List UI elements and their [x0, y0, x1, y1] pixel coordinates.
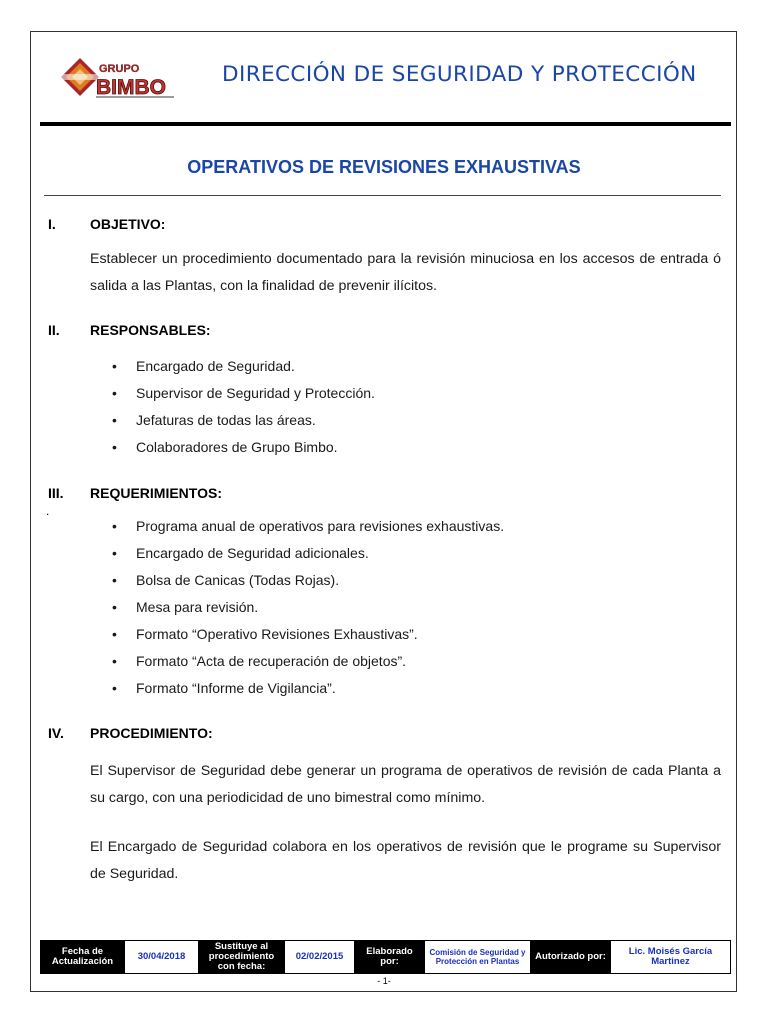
section-heading-objetivo: OBJETIVO: — [90, 216, 166, 232]
sustituye-label: Sustituye al procedimiento con fecha: — [199, 941, 285, 974]
bullet-icon: • — [112, 653, 117, 669]
bullet-icon: • — [112, 412, 117, 428]
list-item: • Formato “Informe de Vigilancia”. — [0, 675, 504, 702]
list-item: • Formato “Acta de recuperación de objetos”. — [0, 648, 504, 675]
section-number-procedimiento: IV. — [48, 725, 64, 741]
list-item: • Encargado de Seguridad. — [0, 353, 375, 380]
bullet-icon: • — [112, 572, 117, 588]
fecha-actualizacion-label: Fecha de Actualización — [41, 941, 125, 974]
document-control-footer — [40, 940, 731, 974]
bullet-icon: • — [112, 626, 117, 642]
section-number-objetivo: I. — [48, 216, 56, 232]
header-title: DIRECCIÓN DE SEGURIDAD Y PROTECCIÓN — [222, 62, 697, 87]
objetivo-paragraph: Establecer un procedimiento documentado para la revisión minuciosa en los accesos de entrada ó salida a las Plantas, con la finalidad de prevenir ilícitos. — [90, 251, 721, 294]
list-item: • Supervisor de Seguridad y Protección. — [0, 380, 375, 407]
elaborado-label: Elaborado por: — [355, 941, 425, 974]
list-item: • Bolsa de Canicas (Todas Rojas). — [0, 567, 504, 594]
document-title: OPERATIVOS DE REVISIONES EXHAUSTIVAS — [187, 157, 581, 177]
title-divider — [44, 195, 721, 196]
procedimiento-paragraph-2: El Encargado de Seguridad colabora en los operativos de revisión que le programe su Supervisor de Seguridad. — [90, 839, 721, 882]
stray-mark: . — [46, 504, 50, 518]
list-item: • Colaboradores de Grupo Bimbo. — [0, 434, 375, 461]
autorizado-value: Lic. Moisés García Martinez — [611, 941, 731, 974]
bullet-icon: • — [112, 385, 117, 401]
bullet-icon: • — [112, 518, 117, 534]
requerimientos-list — [0, 513, 504, 702]
procedimiento-paragraph-1: El Supervisor de Seguridad debe generar un programa de operativos de revisión de cada Planta a su cargo, con una periodicidad de uno bimestral como mínimo. — [90, 763, 721, 806]
svg-text:BIMBO: BIMBO — [96, 76, 166, 99]
autorizado-label: Autorizado por: — [531, 941, 611, 974]
svg-text:GRUPO: GRUPO — [99, 63, 140, 75]
bullet-icon: • — [112, 439, 117, 455]
list-item: • Mesa para revisión. — [0, 594, 504, 621]
sustituye-value: 02/02/2015 — [285, 941, 355, 974]
section-number-responsables: II. — [48, 322, 60, 338]
fecha-actualizacion-value: 30/04/2018 — [125, 941, 199, 974]
elaborado-value: Comisión de Seguridad y Protección en Plantas — [425, 941, 531, 974]
bullet-icon: • — [112, 599, 117, 615]
bullet-icon: • — [112, 680, 117, 696]
list-item: • Programa anual de operativos para revisiones exhaustivas. — [0, 513, 504, 540]
list-item: • Formato “Operativo Revisiones Exhaustivas”. — [0, 621, 504, 648]
section-heading-responsables: RESPONSABLES: — [90, 322, 211, 338]
grupo-bimbo-logo — [58, 50, 178, 102]
section-number-requerimientos: III. — [48, 485, 64, 501]
responsables-list — [0, 353, 375, 461]
header-divider — [40, 122, 731, 126]
page-number: - 1- — [377, 976, 391, 986]
list-item: • Jefaturas de todas las áreas. — [0, 407, 375, 434]
bullet-icon: • — [112, 358, 117, 374]
section-heading-procedimiento: PROCEDIMIENTO: — [90, 725, 213, 741]
list-item: • Encargado de Seguridad adicionales. — [0, 540, 504, 567]
section-heading-requerimientos: REQUERIMIENTOS: — [90, 485, 222, 501]
bullet-icon: • — [112, 545, 117, 561]
